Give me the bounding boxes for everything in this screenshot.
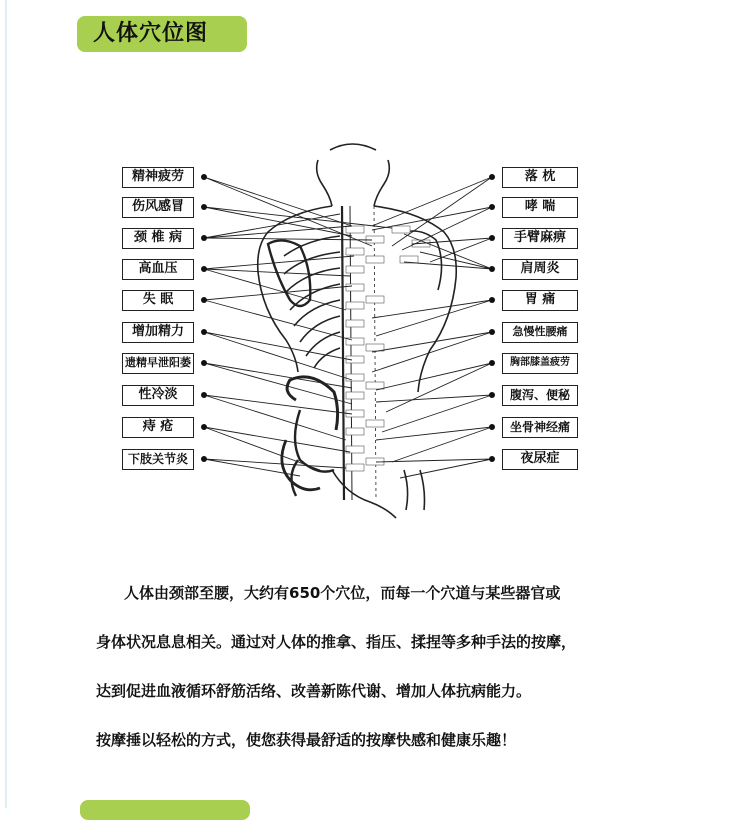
condition-box: 急慢性腰痛 bbox=[502, 322, 578, 343]
condition-box: 伤风感冒 bbox=[122, 197, 194, 218]
condition-box: 性冷淡 bbox=[122, 385, 194, 406]
description-line: 达到促进血液循环舒筋活络、改善新陈代谢、增加人体抗病能力。 bbox=[96, 682, 532, 700]
condition-box: 手臂麻痹 bbox=[502, 228, 578, 249]
condition-box: 肩周炎 bbox=[502, 259, 578, 280]
condition-box: 失 眠 bbox=[122, 290, 194, 311]
condition-box: 遗精早泄阳萎 bbox=[122, 353, 194, 374]
condition-box: 落 枕 bbox=[502, 167, 578, 188]
condition-box: 哮 喘 bbox=[502, 197, 578, 218]
connector-dots bbox=[201, 174, 495, 462]
condition-box: 增加精力 bbox=[122, 322, 194, 343]
condition-box: 胃 痛 bbox=[502, 290, 578, 311]
next-section-badge bbox=[80, 800, 250, 820]
condition-box: 夜尿症 bbox=[502, 449, 578, 470]
condition-box: 高血压 bbox=[122, 259, 194, 280]
description-line: 按摩捶以轻松的方式，使您获得最舒适的按摩快感和健康乐趣！ bbox=[96, 731, 517, 749]
description-line: 身体状况息息相关。通过对人体的推拿、指压、揉捏等多种手法的按摩， bbox=[96, 633, 577, 651]
condition-box: 腹泻、便秘 bbox=[502, 385, 578, 406]
page-title: 人体穴位图 bbox=[77, 16, 247, 52]
back-figure bbox=[258, 144, 457, 518]
condition-box: 痔 疮 bbox=[122, 417, 194, 438]
condition-box: 颈 椎 病 bbox=[122, 228, 194, 249]
condition-box: 坐骨神经痛 bbox=[502, 417, 578, 438]
condition-box: 胸部膝盖疲劳 bbox=[502, 353, 578, 374]
condition-box: 精神疲劳 bbox=[122, 167, 194, 188]
condition-box: 下肢关节炎 bbox=[122, 449, 194, 470]
description-line: 人体由颈部至腰，大约有650个穴位，而每一个穴道与某些器官或 bbox=[124, 584, 561, 602]
